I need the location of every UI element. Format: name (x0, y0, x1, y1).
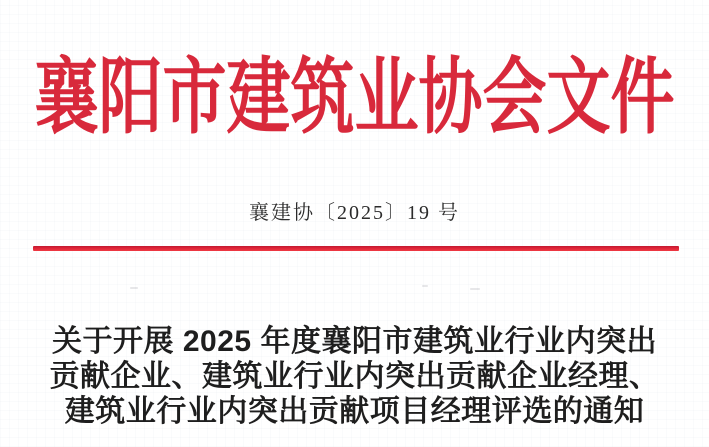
document-title-line-1: 关于开展 2025 年度襄阳市建筑业行业内突出 (52, 325, 657, 358)
letterhead-org-title (0, 42, 709, 154)
document-title (0, 324, 709, 429)
document-number: 襄建协〔2025〕19 号 (249, 202, 460, 224)
letterhead-org-title-text: 襄阳市建筑业协会文件 (34, 51, 675, 144)
scan-artifact (470, 288, 480, 290)
document-title-line-2: 贡献企业、建筑业行业内突出贡献企业经理、 (49, 360, 660, 393)
red-divider-line (33, 246, 679, 251)
scan-artifact (130, 287, 138, 289)
document-title-line-3: 建筑业行业内突出贡献项目经理评选的通知 (64, 395, 645, 428)
scan-artifact (422, 285, 428, 287)
